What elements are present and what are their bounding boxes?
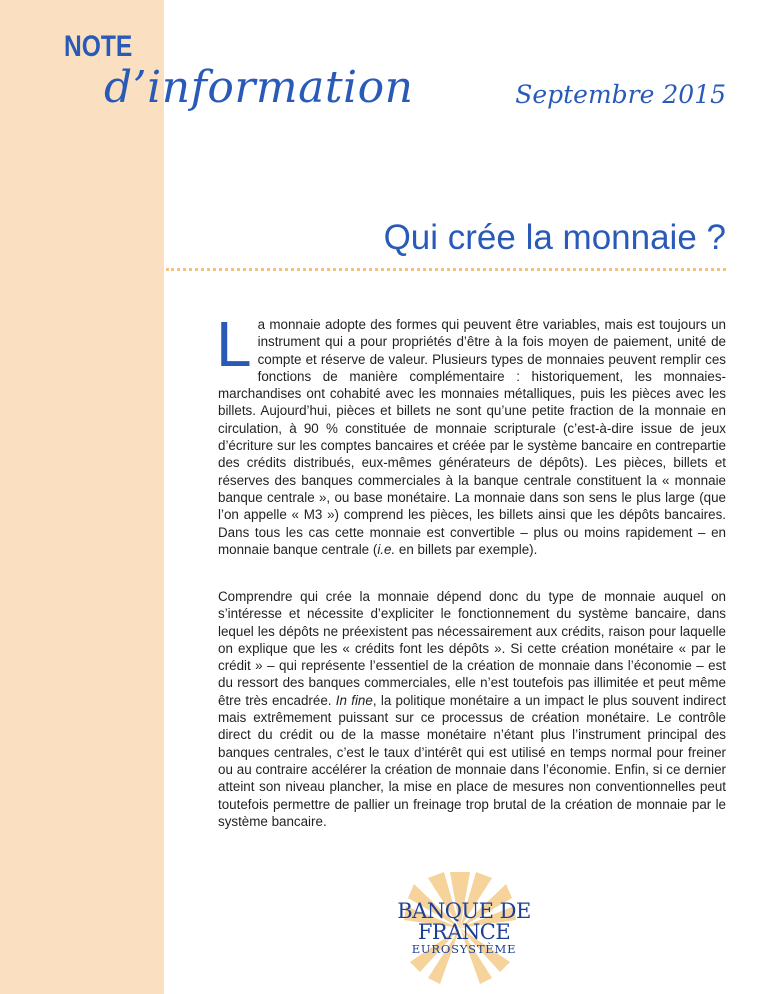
paragraph-intro-end: en billets par exemple). [395,541,538,557]
bank-logo-subtitle: EUROSYSTÈME [411,942,517,956]
information-heading: d’information [104,62,414,113]
paragraph-second-text: Comprendre qui crée la monnaie dépend donc du type de monnaie auquel on s’intéresse et nécessite d’expliciter le fonctionnement du système bancaire, dans lequel les dépôts ne préexistent pas nécessairement aux crédits, raison pour laquelle on explique que les « crédits font les dépôts ». Si cette création monétaire « par le crédit » – qui représente l’essentiel de la création de monnaie dans l’économie – est du ressort des banques commerciales, elle n’est toutefois pas illimitée et peut même être très encadrée. [218,589,726,708]
page-title: Qui crée la monnaie ? [383,218,726,257]
left-color-band [0,0,164,994]
in-fine-italic: In fine [335,692,373,708]
ie-abbrev: i.e. [377,541,396,557]
paragraph-intro-text: a monnaie adopte des formes qui peuvent être variables, mais est toujours un instrument qui a pour propriétés d’être à la fois moyen de paiement, unité de compte et réserve de valeur. Plusieurs types de monnaies peuvent remplir ces fonctions de manière complémentaire : historiquement, les monnaies-marchandises ont cohabité avec les monnaies métalliques, puis les pièces avec les billets. Aujourd’hui, pièces et billets ne sont qu’une petite fraction de la monnaie en circulation, à 90 % constituée de monnaie scripturale (c’est-à-dire issue de jeux d’écriture sur les comptes bancaires et créée par le système bancaire en contrepartie des crédits distribués, eux-mêmes générateurs de dépôts). Les pièces, billets et réserves des banques commerciales à la banque centrale constituent la « monnaie banque centrale », ou base monétaire. La monnaie dans son sens le plus large (que l’on appelle « M3 ») comprend les pièces, les billets ainsi que les dépôts bancaires. Dans tous les cas cette monnaie est convertible – plus ou moins rapidement – en monnaie banque centrale ( [218,317,726,557]
publication-date: Septembre 2015 [515,80,726,109]
paragraph-intro [216,308,726,558]
drop-cap: L [216,308,252,380]
note-heading: NOTE [64,30,133,63]
paragraph-second [218,588,726,830]
paragraph-second-end: , la politique monétaire a un impact le plus souvent indirect mais extrêmement puissant sur ce processus de création monétaire. Le contrôle direct du crédit ou de la masse monétaire n’étant plus l’instrument principal des banques centrales, c’est le taux d’intérêt qui est utilisé en temps normal pour freiner ou au contraire accélérer la création de monnaie dans l’économie. Enfin, si ce dernier atteint son niveau plancher, la mise en place de mesures non conventionnelles peut toutefois permettre de pallier un freinage trop brutal de la création de monnaie par le système bancaire. [218,692,727,829]
dotted-divider [166,268,726,271]
bank-logo-name: BANQUE DE FRANCE [397,899,531,944]
